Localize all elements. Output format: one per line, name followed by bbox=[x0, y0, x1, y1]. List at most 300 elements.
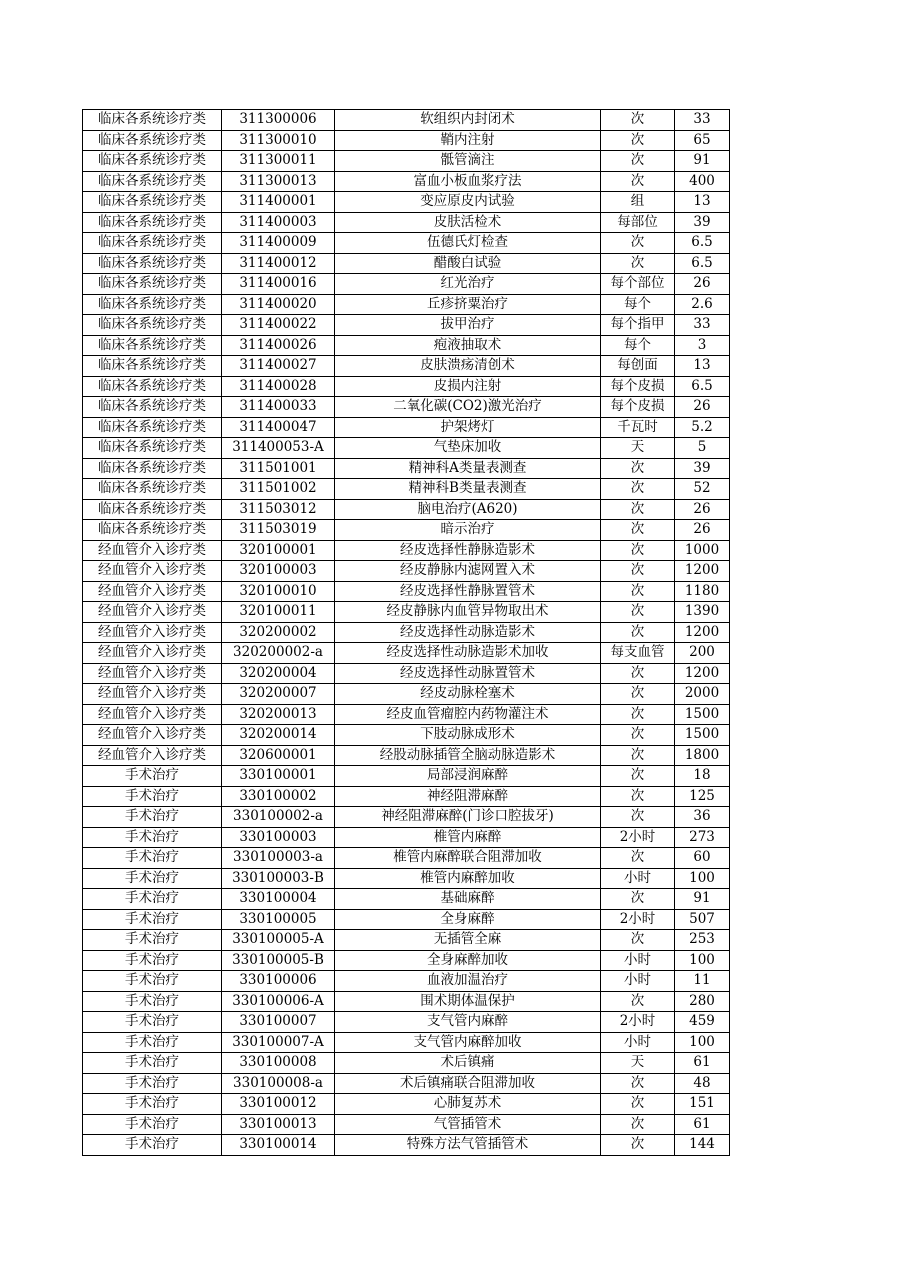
unit-cell: 次 bbox=[601, 479, 675, 500]
item-name-cell: 全身麻醉 bbox=[335, 909, 601, 930]
table-row bbox=[83, 950, 730, 971]
code-cell: 320600001 bbox=[222, 745, 335, 766]
unit-cell: 次 bbox=[601, 622, 675, 643]
unit-cell: 小时 bbox=[601, 971, 675, 992]
table-row bbox=[83, 663, 730, 684]
unit-cell: 次 bbox=[601, 602, 675, 623]
item-name-cell: 拔甲治疗 bbox=[335, 315, 601, 336]
category-cell: 手术治疗 bbox=[83, 868, 222, 889]
code-cell: 311300010 bbox=[222, 130, 335, 151]
category-cell: 手术治疗 bbox=[83, 889, 222, 910]
code-cell: 311400027 bbox=[222, 356, 335, 377]
price-cell: 125 bbox=[675, 786, 730, 807]
unit-cell: 2小时 bbox=[601, 1012, 675, 1033]
item-name-cell: 经皮选择性静脉造影术 bbox=[335, 540, 601, 561]
table-row bbox=[83, 725, 730, 746]
price-cell: 1200 bbox=[675, 622, 730, 643]
item-name-cell: 精神科A类量表测查 bbox=[335, 458, 601, 479]
price-cell: 61 bbox=[675, 1114, 730, 1135]
table-row bbox=[83, 1053, 730, 1074]
table-row bbox=[83, 151, 730, 172]
code-cell: 330100008 bbox=[222, 1053, 335, 1074]
price-cell: 11 bbox=[675, 971, 730, 992]
price-cell: 100 bbox=[675, 1032, 730, 1053]
unit-cell: 次 bbox=[601, 581, 675, 602]
category-cell: 临床各系统诊疗类 bbox=[83, 192, 222, 213]
code-cell: 330100003-a bbox=[222, 848, 335, 869]
category-cell: 临床各系统诊疗类 bbox=[83, 253, 222, 274]
unit-cell: 次 bbox=[601, 110, 675, 131]
code-cell: 311300006 bbox=[222, 110, 335, 131]
table-row bbox=[83, 704, 730, 725]
category-cell: 经血管介入诊疗类 bbox=[83, 684, 222, 705]
unit-cell: 次 bbox=[601, 704, 675, 725]
unit-cell: 次 bbox=[601, 561, 675, 582]
price-cell: 1500 bbox=[675, 725, 730, 746]
price-cell: 26 bbox=[675, 520, 730, 541]
price-cell: 91 bbox=[675, 151, 730, 172]
price-cell: 26 bbox=[675, 499, 730, 520]
item-name-cell: 醋酸白试验 bbox=[335, 253, 601, 274]
price-cell: 52 bbox=[675, 479, 730, 500]
price-cell: 1200 bbox=[675, 663, 730, 684]
item-name-cell: 经皮静脉内血管异物取出术 bbox=[335, 602, 601, 623]
table-row bbox=[83, 499, 730, 520]
unit-cell: 次 bbox=[601, 520, 675, 541]
category-cell: 手术治疗 bbox=[83, 909, 222, 930]
category-cell: 临床各系统诊疗类 bbox=[83, 233, 222, 254]
price-cell: 91 bbox=[675, 889, 730, 910]
price-cell: 280 bbox=[675, 991, 730, 1012]
price-cell: 61 bbox=[675, 1053, 730, 1074]
unit-cell: 次 bbox=[601, 253, 675, 274]
category-cell: 临床各系统诊疗类 bbox=[83, 417, 222, 438]
code-cell: 320200004 bbox=[222, 663, 335, 684]
code-cell: 330100001 bbox=[222, 766, 335, 787]
category-cell: 临床各系统诊疗类 bbox=[83, 438, 222, 459]
code-cell: 320100010 bbox=[222, 581, 335, 602]
unit-cell: 每个部位 bbox=[601, 274, 675, 295]
item-name-cell: 丘疹挤粟治疗 bbox=[335, 294, 601, 315]
price-cell: 33 bbox=[675, 315, 730, 336]
unit-cell: 小时 bbox=[601, 868, 675, 889]
item-name-cell: 伍德氏灯检查 bbox=[335, 233, 601, 254]
price-cell: 26 bbox=[675, 274, 730, 295]
category-cell: 手术治疗 bbox=[83, 827, 222, 848]
table-row bbox=[83, 991, 730, 1012]
item-name-cell: 红光治疗 bbox=[335, 274, 601, 295]
category-cell: 手术治疗 bbox=[83, 1135, 222, 1156]
price-cell: 5 bbox=[675, 438, 730, 459]
price-cell: 1390 bbox=[675, 602, 730, 623]
category-cell: 经血管介入诊疗类 bbox=[83, 622, 222, 643]
item-name-cell: 皮损内注射 bbox=[335, 376, 601, 397]
code-cell: 320200007 bbox=[222, 684, 335, 705]
item-name-cell: 支气管内麻醉加收 bbox=[335, 1032, 601, 1053]
code-cell: 311400003 bbox=[222, 212, 335, 233]
price-cell: 6.5 bbox=[675, 233, 730, 254]
item-name-cell: 经股动脉插管全脑动脉造影术 bbox=[335, 745, 601, 766]
item-name-cell: 椎管内麻醉联合阻滞加收 bbox=[335, 848, 601, 869]
table-row bbox=[83, 848, 730, 869]
category-cell: 手术治疗 bbox=[83, 971, 222, 992]
item-name-cell: 皮肤溃疡清创术 bbox=[335, 356, 601, 377]
item-name-cell: 全身麻醉加收 bbox=[335, 950, 601, 971]
code-cell: 330100002-a bbox=[222, 807, 335, 828]
table-row bbox=[83, 1012, 730, 1033]
code-cell: 330100013 bbox=[222, 1114, 335, 1135]
price-cell: 5.2 bbox=[675, 417, 730, 438]
item-name-cell: 血液加温治疗 bbox=[335, 971, 601, 992]
item-name-cell: 局部浸润麻醉 bbox=[335, 766, 601, 787]
code-cell: 311400033 bbox=[222, 397, 335, 418]
item-name-cell: 神经阻滞麻醉 bbox=[335, 786, 601, 807]
item-name-cell: 椎管内麻醉加收 bbox=[335, 868, 601, 889]
code-cell: 311400012 bbox=[222, 253, 335, 274]
table-row bbox=[83, 1135, 730, 1156]
unit-cell: 2小时 bbox=[601, 909, 675, 930]
fee-table-body bbox=[83, 110, 730, 1156]
table-row bbox=[83, 212, 730, 233]
category-cell: 经血管介入诊疗类 bbox=[83, 602, 222, 623]
table-row bbox=[83, 458, 730, 479]
category-cell: 手术治疗 bbox=[83, 991, 222, 1012]
item-name-cell: 经皮选择性动脉造影术 bbox=[335, 622, 601, 643]
unit-cell: 次 bbox=[601, 930, 675, 951]
unit-cell: 次 bbox=[601, 991, 675, 1012]
category-cell: 临床各系统诊疗类 bbox=[83, 479, 222, 500]
unit-cell: 天 bbox=[601, 438, 675, 459]
item-name-cell: 骶管滴注 bbox=[335, 151, 601, 172]
table-row bbox=[83, 315, 730, 336]
item-name-cell: 特殊方法气管插管术 bbox=[335, 1135, 601, 1156]
unit-cell: 次 bbox=[601, 786, 675, 807]
table-row bbox=[83, 930, 730, 951]
table-row bbox=[83, 971, 730, 992]
category-cell: 手术治疗 bbox=[83, 1114, 222, 1135]
item-name-cell: 经皮静脉内滤网置入术 bbox=[335, 561, 601, 582]
item-name-cell: 气管插管术 bbox=[335, 1114, 601, 1135]
table-row bbox=[83, 868, 730, 889]
code-cell: 330100004 bbox=[222, 889, 335, 910]
price-cell: 1180 bbox=[675, 581, 730, 602]
item-name-cell: 神经阻滞麻醉(门诊口腔拔牙) bbox=[335, 807, 601, 828]
category-cell: 手术治疗 bbox=[83, 1073, 222, 1094]
category-cell: 临床各系统诊疗类 bbox=[83, 376, 222, 397]
code-cell: 330100007 bbox=[222, 1012, 335, 1033]
table-row bbox=[83, 1094, 730, 1115]
item-name-cell: 经皮选择性动脉置管术 bbox=[335, 663, 601, 684]
code-cell: 311503019 bbox=[222, 520, 335, 541]
price-cell: 200 bbox=[675, 643, 730, 664]
category-cell: 临床各系统诊疗类 bbox=[83, 335, 222, 356]
unit-cell: 天 bbox=[601, 1053, 675, 1074]
table-row bbox=[83, 807, 730, 828]
code-cell: 330100003-B bbox=[222, 868, 335, 889]
price-cell: 26 bbox=[675, 397, 730, 418]
category-cell: 经血管介入诊疗类 bbox=[83, 704, 222, 725]
code-cell: 311501001 bbox=[222, 458, 335, 479]
code-cell: 311400016 bbox=[222, 274, 335, 295]
code-cell: 330100006-A bbox=[222, 991, 335, 1012]
table-row bbox=[83, 786, 730, 807]
code-cell: 320100003 bbox=[222, 561, 335, 582]
category-cell: 手术治疗 bbox=[83, 950, 222, 971]
unit-cell: 每部位 bbox=[601, 212, 675, 233]
table-row bbox=[83, 253, 730, 274]
item-name-cell: 经皮选择性动脉造影术加收 bbox=[335, 643, 601, 664]
price-cell: 151 bbox=[675, 1094, 730, 1115]
code-cell: 311300011 bbox=[222, 151, 335, 172]
unit-cell: 每个 bbox=[601, 335, 675, 356]
category-cell: 临床各系统诊疗类 bbox=[83, 151, 222, 172]
category-cell: 临床各系统诊疗类 bbox=[83, 212, 222, 233]
table-row bbox=[83, 643, 730, 664]
item-name-cell: 变应原皮内试验 bbox=[335, 192, 601, 213]
category-cell: 临床各系统诊疗类 bbox=[83, 520, 222, 541]
table-row bbox=[83, 233, 730, 254]
code-cell: 320100001 bbox=[222, 540, 335, 561]
table-row bbox=[83, 274, 730, 295]
price-cell: 13 bbox=[675, 356, 730, 377]
unit-cell: 次 bbox=[601, 848, 675, 869]
category-cell: 经血管介入诊疗类 bbox=[83, 663, 222, 684]
category-cell: 临床各系统诊疗类 bbox=[83, 458, 222, 479]
table-row bbox=[83, 479, 730, 500]
table-row bbox=[83, 130, 730, 151]
code-cell: 330100002 bbox=[222, 786, 335, 807]
item-name-cell: 基础麻醉 bbox=[335, 889, 601, 910]
unit-cell: 次 bbox=[601, 684, 675, 705]
item-name-cell: 气垫床加收 bbox=[335, 438, 601, 459]
code-cell: 311300013 bbox=[222, 171, 335, 192]
code-cell: 330100005-B bbox=[222, 950, 335, 971]
category-cell: 手术治疗 bbox=[83, 930, 222, 951]
code-cell: 311400026 bbox=[222, 335, 335, 356]
item-name-cell: 术后镇痛 bbox=[335, 1053, 601, 1074]
item-name-cell: 富血小板血浆疗法 bbox=[335, 171, 601, 192]
unit-cell: 次 bbox=[601, 171, 675, 192]
table-row bbox=[83, 397, 730, 418]
category-cell: 手术治疗 bbox=[83, 786, 222, 807]
unit-cell: 每个皮损 bbox=[601, 376, 675, 397]
code-cell: 330100014 bbox=[222, 1135, 335, 1156]
item-name-cell: 精神科B类量表测查 bbox=[335, 479, 601, 500]
category-cell: 临床各系统诊疗类 bbox=[83, 397, 222, 418]
code-cell: 320200014 bbox=[222, 725, 335, 746]
category-cell: 手术治疗 bbox=[83, 1012, 222, 1033]
price-cell: 6.5 bbox=[675, 376, 730, 397]
unit-cell: 次 bbox=[601, 1135, 675, 1156]
table-row bbox=[83, 909, 730, 930]
category-cell: 临床各系统诊疗类 bbox=[83, 499, 222, 520]
table-row bbox=[83, 520, 730, 541]
code-cell: 311400053-A bbox=[222, 438, 335, 459]
table-row bbox=[83, 1032, 730, 1053]
table-row bbox=[83, 766, 730, 787]
unit-cell: 次 bbox=[601, 1073, 675, 1094]
unit-cell: 次 bbox=[601, 233, 675, 254]
category-cell: 临床各系统诊疗类 bbox=[83, 171, 222, 192]
table-row bbox=[83, 622, 730, 643]
item-name-cell: 围术期体温保护 bbox=[335, 991, 601, 1012]
category-cell: 临床各系统诊疗类 bbox=[83, 294, 222, 315]
code-cell: 311400022 bbox=[222, 315, 335, 336]
unit-cell: 每个指甲 bbox=[601, 315, 675, 336]
price-cell: 144 bbox=[675, 1135, 730, 1156]
category-cell: 经血管介入诊疗类 bbox=[83, 725, 222, 746]
code-cell: 330100005 bbox=[222, 909, 335, 930]
unit-cell: 次 bbox=[601, 725, 675, 746]
price-cell: 48 bbox=[675, 1073, 730, 1094]
code-cell: 311400020 bbox=[222, 294, 335, 315]
code-cell: 330100005-A bbox=[222, 930, 335, 951]
item-name-cell: 支气管内麻醉 bbox=[335, 1012, 601, 1033]
price-cell: 1500 bbox=[675, 704, 730, 725]
code-cell: 330100012 bbox=[222, 1094, 335, 1115]
category-cell: 手术治疗 bbox=[83, 807, 222, 828]
category-cell: 临床各系统诊疗类 bbox=[83, 274, 222, 295]
price-cell: 65 bbox=[675, 130, 730, 151]
item-name-cell: 椎管内麻醉 bbox=[335, 827, 601, 848]
table-row bbox=[83, 1073, 730, 1094]
category-cell: 临床各系统诊疗类 bbox=[83, 356, 222, 377]
code-cell: 330100007-A bbox=[222, 1032, 335, 1053]
code-cell: 330100008-a bbox=[222, 1073, 335, 1094]
code-cell: 330100003 bbox=[222, 827, 335, 848]
table-row bbox=[83, 110, 730, 131]
price-cell: 1200 bbox=[675, 561, 730, 582]
price-cell: 1000 bbox=[675, 540, 730, 561]
unit-cell: 每个 bbox=[601, 294, 675, 315]
table-row bbox=[83, 889, 730, 910]
item-name-cell: 脑电治疗(A620) bbox=[335, 499, 601, 520]
item-name-cell: 软组织内封闭术 bbox=[335, 110, 601, 131]
code-cell: 311400009 bbox=[222, 233, 335, 254]
category-cell: 手术治疗 bbox=[83, 1032, 222, 1053]
category-cell: 经血管介入诊疗类 bbox=[83, 540, 222, 561]
price-cell: 6.5 bbox=[675, 253, 730, 274]
price-cell: 2000 bbox=[675, 684, 730, 705]
table-row bbox=[83, 192, 730, 213]
category-cell: 临床各系统诊疗类 bbox=[83, 130, 222, 151]
unit-cell: 每个皮损 bbox=[601, 397, 675, 418]
table-row bbox=[83, 294, 730, 315]
item-name-cell: 无插管全麻 bbox=[335, 930, 601, 951]
item-name-cell: 心肺复苏术 bbox=[335, 1094, 601, 1115]
code-cell: 320100011 bbox=[222, 602, 335, 623]
price-cell: 400 bbox=[675, 171, 730, 192]
item-name-cell: 皮肤活检术 bbox=[335, 212, 601, 233]
item-name-cell: 经皮选择性静脉置管术 bbox=[335, 581, 601, 602]
unit-cell: 每支血管 bbox=[601, 643, 675, 664]
unit-cell: 次 bbox=[601, 663, 675, 684]
unit-cell: 次 bbox=[601, 745, 675, 766]
table-row bbox=[83, 561, 730, 582]
unit-cell: 千瓦时 bbox=[601, 417, 675, 438]
price-cell: 100 bbox=[675, 868, 730, 889]
table-row bbox=[83, 356, 730, 377]
unit-cell: 每创面 bbox=[601, 356, 675, 377]
unit-cell: 次 bbox=[601, 807, 675, 828]
table-row bbox=[83, 540, 730, 561]
table-row bbox=[83, 171, 730, 192]
price-cell: 1800 bbox=[675, 745, 730, 766]
item-name-cell: 暗示治疗 bbox=[335, 520, 601, 541]
unit-cell: 次 bbox=[601, 766, 675, 787]
item-name-cell: 二氧化碳(CO2)激光治疗 bbox=[335, 397, 601, 418]
item-name-cell: 下肢动脉成形术 bbox=[335, 725, 601, 746]
unit-cell: 小时 bbox=[601, 950, 675, 971]
category-cell: 经血管介入诊疗类 bbox=[83, 643, 222, 664]
item-name-cell: 术后镇痛联合阻滞加收 bbox=[335, 1073, 601, 1094]
code-cell: 311400001 bbox=[222, 192, 335, 213]
unit-cell: 2小时 bbox=[601, 827, 675, 848]
unit-cell: 次 bbox=[601, 130, 675, 151]
unit-cell: 组 bbox=[601, 192, 675, 213]
price-cell: 507 bbox=[675, 909, 730, 930]
code-cell: 311400047 bbox=[222, 417, 335, 438]
table-row bbox=[83, 438, 730, 459]
price-cell: 18 bbox=[675, 766, 730, 787]
price-cell: 36 bbox=[675, 807, 730, 828]
table-row bbox=[83, 1114, 730, 1135]
item-name-cell: 护架烤灯 bbox=[335, 417, 601, 438]
table-row bbox=[83, 745, 730, 766]
price-cell: 3 bbox=[675, 335, 730, 356]
item-name-cell: 疱液抽取术 bbox=[335, 335, 601, 356]
category-cell: 经血管介入诊疗类 bbox=[83, 561, 222, 582]
price-cell: 253 bbox=[675, 930, 730, 951]
code-cell: 330100006 bbox=[222, 971, 335, 992]
category-cell: 经血管介入诊疗类 bbox=[83, 745, 222, 766]
unit-cell: 次 bbox=[601, 889, 675, 910]
unit-cell: 次 bbox=[601, 1114, 675, 1135]
category-cell: 经血管介入诊疗类 bbox=[83, 581, 222, 602]
fee-table bbox=[82, 109, 730, 1156]
category-cell: 手术治疗 bbox=[83, 766, 222, 787]
table-row bbox=[83, 827, 730, 848]
price-cell: 60 bbox=[675, 848, 730, 869]
item-name-cell: 鞘内注射 bbox=[335, 130, 601, 151]
unit-cell: 小时 bbox=[601, 1032, 675, 1053]
table-row bbox=[83, 417, 730, 438]
price-cell: 39 bbox=[675, 458, 730, 479]
unit-cell: 次 bbox=[601, 458, 675, 479]
unit-cell: 次 bbox=[601, 499, 675, 520]
category-cell: 临床各系统诊疗类 bbox=[83, 110, 222, 131]
price-cell: 459 bbox=[675, 1012, 730, 1033]
item-name-cell: 经皮动脉栓塞术 bbox=[335, 684, 601, 705]
code-cell: 320200013 bbox=[222, 704, 335, 725]
unit-cell: 次 bbox=[601, 151, 675, 172]
item-name-cell: 经皮血管瘤腔内药物灌注术 bbox=[335, 704, 601, 725]
table-row bbox=[83, 581, 730, 602]
category-cell: 临床各系统诊疗类 bbox=[83, 315, 222, 336]
price-cell: 13 bbox=[675, 192, 730, 213]
price-cell: 39 bbox=[675, 212, 730, 233]
table-row bbox=[83, 684, 730, 705]
code-cell: 311501002 bbox=[222, 479, 335, 500]
table-row bbox=[83, 335, 730, 356]
price-cell: 100 bbox=[675, 950, 730, 971]
unit-cell: 次 bbox=[601, 540, 675, 561]
table-row bbox=[83, 602, 730, 623]
category-cell: 手术治疗 bbox=[83, 1053, 222, 1074]
price-cell: 2.6 bbox=[675, 294, 730, 315]
unit-cell: 次 bbox=[601, 1094, 675, 1115]
code-cell: 311400028 bbox=[222, 376, 335, 397]
